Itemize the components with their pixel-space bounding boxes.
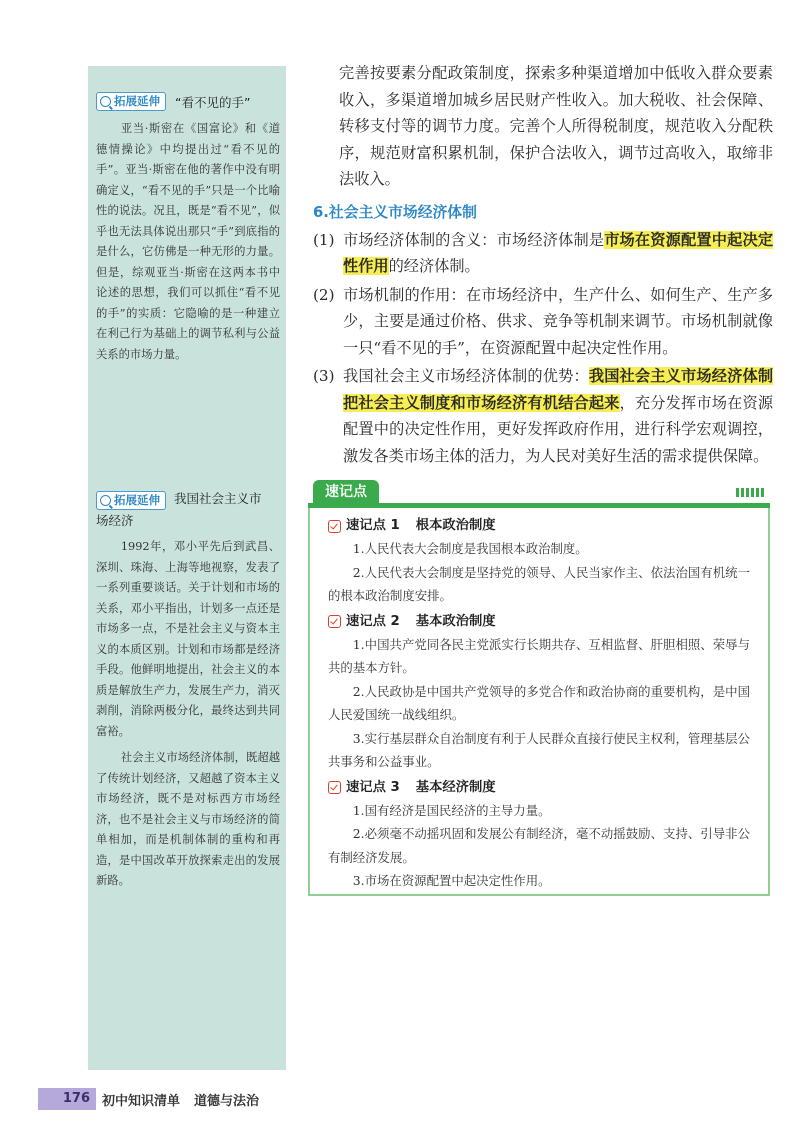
page-footer [38,1088,259,1110]
extension-paragraph: 1992年，邓小平先后到武昌、深圳、珠海、上海等地视察，发表了一系列重要谈话。关于计划和市场的关系，邓小平指出，计划多一点还是市场多一点，不是社会主义与资本主义的本质区别。计划和市场都是经济手段。他鲜明地提出，社会主义的本质是解放生产力，发展生产力，消灭剥削，消除两极分化，最终达到共同富裕。 [96,540,280,738]
check-icon [328,781,341,794]
quick-note-line: 2.人民政协是中国共产党领导的多党合作和政治协商的重要机构，是中国人民爱国统一战线组织。 [328,683,750,722]
quick-note-title: 基本经济制度 [415,779,496,795]
extension-box-market-economy [96,489,280,892]
extension-body [96,537,280,892]
extension-title-continued: 场经济 [96,513,134,528]
highlight: 我国社会主义市场经济体制把社会主义制度和市场经济有机结合起来 [343,367,774,412]
point-text: 市场机制的作用：在市场经济中，生产什么、如何生产、生产多少，主要是通过价格、供求、竞争等机制来调节。市场机制就像一只“看不见的手”，在资源配置中起决定性作用。 [343,285,773,357]
point-item [313,363,773,469]
quick-note-header [328,515,750,537]
quick-note-line: 2.人民代表大会制度是坚持党的领导、人民当家作主、依法治国有机统一的根本政治制度安排。 [328,564,750,603]
extension-box-invisible-hand [96,92,280,365]
extension-body: 亚当·斯密在《国富论》和《道德情操论》中均提出过“看不见的手”。亚当·斯密在他的著作中没有明确定义，“看不见的手”只是一个比喻性的说法。况且，既是“看不见”，似乎也无法具体说出那只“手”到底指的是什么，它仿佛是一种无形的力量。但是，综观亚当·斯密在这两本书中论述的思想，我们可以抓住“看不见的手”的实质：它隐喻的是一种建立在利己行为基础上的调节私利与公益关系的市场力量。 [96,122,280,361]
extension-paragraph: 社会主义市场经济体制，既超越了传统计划经济，又超越了资本主义市场经济，既不是对标西方市场经济，也不是社会主义与市场经济的简单相加，而是机制体制的重构和再造，是中国改革开放探索走出的发展新路。 [96,751,280,887]
extension-title: “看不见的手” [175,94,251,110]
quick-note-header [328,611,750,633]
subject-title: 道德与法治 [194,1093,260,1109]
point-number: (1) [313,230,335,249]
check-icon [328,615,341,628]
quick-note-label: 速记点 2 [346,613,400,629]
quick-note-line: 1.国有经济是国民经济的主导力量。 [352,802,551,818]
point-item [313,227,773,280]
extension-badge-label: 拓展延伸 [114,493,160,507]
quick-notes-body [308,508,770,896]
quick-note-title: 基本政治制度 [415,613,496,629]
extension-badge-label: 拓展延伸 [114,94,160,108]
quick-note-label: 速记点 3 [346,779,400,795]
extension-title: 我国社会主义市 [174,491,262,506]
sidebar-panel [88,66,286,1070]
quick-note-line: 1.人民代表大会制度是我国根本政治制度。 [352,541,588,556]
lead-paragraph: 完善按要素分配政策制度，探索多种渠道增加中低收入群众要素收入，多渠道增加城乡居民财产性收入。加大税收、社会保障、转移支付等的调节力度。完善个人所得税制度，规范收入分配秩序，规范财富积累机制，保护合法收入，调节过高收入，取缔非法收入。 [339,64,773,188]
magnifier-icon [100,96,111,107]
section-title: 6.社会主义市场经济体制 [313,203,477,221]
quick-note-line: 1.中国共产党同各民主党派实行长期共存、互相监督、肝胆相照、荣辱与共的基本方针。 [328,636,750,675]
decorative-stripes [736,488,764,497]
extension-badge [96,491,166,510]
page-number: 176 [38,1088,96,1110]
quick-note-title: 根本政治制度 [415,518,496,533]
highlight: 市场在资源配置中起决定性作用 [343,230,774,275]
point-item [313,282,773,362]
extension-header [96,489,280,510]
extension-badge [96,92,166,111]
book-title: 初中知识清单 [102,1093,181,1109]
point-text: 市场经济体制的含义：市场经济体制是市场在资源配置中起决定性作用的经济体制。 [343,230,774,275]
quick-note-line: 3.实行基层群众自治制度有利于人民群众直接行使民主权利，管理基层公共事务和公益事业。 [328,730,750,769]
quick-note-line: 3.市场在资源配置中起决定性作用。 [352,873,551,888]
quick-note-line: 2.必须毫不动摇巩固和发展公有制经济，毫不动摇鼓励、支持、引导非公有制经济发展。 [328,826,750,865]
point-text: 我国社会主义市场经济体制的优势：我国社会主义市场经济体制把社会主义制度和市场经济有机结合起来，充分发挥市场在资源配置中的决定性作用，更好发挥政府作用，进行科学宏观调控，激发各类市场主体的活力，为人民对美好生活的需求提供保障。 [343,367,774,465]
quick-note-header [328,777,750,799]
quick-notes-box [308,480,770,896]
point-number: (2) [313,285,335,304]
quick-note-label: 速记点 1 [346,518,400,533]
main-content [313,60,773,469]
extension-header [96,92,280,111]
check-icon [328,520,341,533]
quick-notes-tab: 速记点 [313,480,379,504]
point-number: (3) [313,367,335,385]
magnifier-icon [100,495,111,506]
